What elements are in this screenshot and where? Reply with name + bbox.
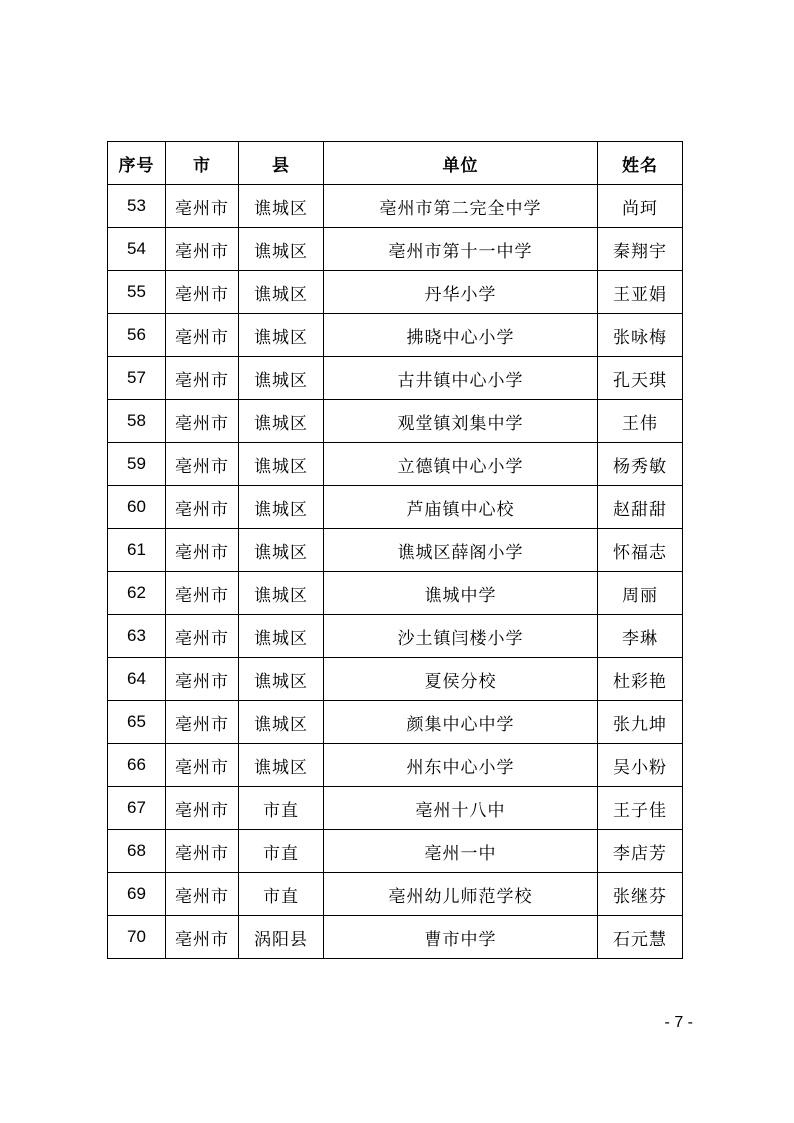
table-row [108,486,683,529]
cell-unit: 谯城区薛阁小学 [324,529,598,572]
cell-unit: 古井镇中心小学 [324,357,598,400]
cell-city: 亳州市 [166,486,239,529]
table-row [108,400,683,443]
cell-index: 53 [108,185,166,228]
cell-county: 谯城区 [239,228,324,271]
cell-county: 谯城区 [239,486,324,529]
cell-county: 市直 [239,830,324,873]
cell-county: 市直 [239,873,324,916]
cell-city: 亳州市 [166,314,239,357]
table-row [108,443,683,486]
cell-county: 谯城区 [239,185,324,228]
roster-table [107,141,683,959]
cell-name: 王伟 [598,400,683,443]
cell-unit: 亳州幼儿师范学校 [324,873,598,916]
header-name: 姓名 [598,142,683,185]
cell-index: 54 [108,228,166,271]
cell-city: 亳州市 [166,830,239,873]
header-unit: 单位 [324,142,598,185]
table-row [108,916,683,959]
cell-name: 尚珂 [598,185,683,228]
table-row [108,529,683,572]
cell-unit: 夏侯分校 [324,658,598,701]
cell-index: 57 [108,357,166,400]
cell-city: 亳州市 [166,529,239,572]
cell-name: 秦翔宇 [598,228,683,271]
cell-county: 谯城区 [239,271,324,314]
cell-unit: 拂晓中心小学 [324,314,598,357]
cell-name: 怀福志 [598,529,683,572]
cell-index: 70 [108,916,166,959]
cell-county: 市直 [239,787,324,830]
table-row [108,185,683,228]
cell-county: 谯城区 [239,314,324,357]
cell-index: 69 [108,873,166,916]
cell-county: 谯城区 [239,572,324,615]
cell-name: 王子佳 [598,787,683,830]
cell-city: 亳州市 [166,400,239,443]
table-row [108,572,683,615]
cell-name: 李琳 [598,615,683,658]
table-row [108,658,683,701]
cell-city: 亳州市 [166,701,239,744]
cell-index: 67 [108,787,166,830]
table-row [108,787,683,830]
cell-index: 64 [108,658,166,701]
table-row [108,314,683,357]
cell-name: 吴小粉 [598,744,683,787]
table-header-row [108,142,683,185]
cell-name: 孔天琪 [598,357,683,400]
cell-name: 张九坤 [598,701,683,744]
cell-index: 56 [108,314,166,357]
table-body [108,185,683,959]
cell-name: 杜彩艳 [598,658,683,701]
cell-unit: 亳州一中 [324,830,598,873]
cell-county: 谯城区 [239,658,324,701]
table-row [108,701,683,744]
cell-county: 谯城区 [239,529,324,572]
cell-unit: 亳州市第二完全中学 [324,185,598,228]
cell-county: 谯城区 [239,744,324,787]
cell-index: 62 [108,572,166,615]
cell-name: 周丽 [598,572,683,615]
cell-unit: 观堂镇刘集中学 [324,400,598,443]
cell-city: 亳州市 [166,658,239,701]
header-index: 序号 [108,142,166,185]
cell-index: 63 [108,615,166,658]
cell-name: 张咏梅 [598,314,683,357]
cell-index: 61 [108,529,166,572]
table-row [108,357,683,400]
cell-name: 赵甜甜 [598,486,683,529]
cell-city: 亳州市 [166,615,239,658]
cell-name: 王亚娟 [598,271,683,314]
cell-unit: 沙土镇闫楼小学 [324,615,598,658]
cell-city: 亳州市 [166,787,239,830]
cell-unit: 曹市中学 [324,916,598,959]
cell-index: 58 [108,400,166,443]
cell-county: 谯城区 [239,443,324,486]
cell-unit: 立德镇中心小学 [324,443,598,486]
cell-city: 亳州市 [166,271,239,314]
cell-county: 谯城区 [239,400,324,443]
cell-city: 亳州市 [166,873,239,916]
table-row [108,228,683,271]
cell-unit: 州东中心小学 [324,744,598,787]
table-row [108,615,683,658]
cell-unit: 颜集中心中学 [324,701,598,744]
cell-name: 李店芳 [598,830,683,873]
cell-unit: 亳州十八中 [324,787,598,830]
cell-index: 60 [108,486,166,529]
cell-city: 亳州市 [166,185,239,228]
cell-city: 亳州市 [166,572,239,615]
cell-city: 亳州市 [166,744,239,787]
page-number: - 7 - [664,1014,693,1031]
cell-index: 65 [108,701,166,744]
cell-unit: 亳州市第十一中学 [324,228,598,271]
cell-index: 66 [108,744,166,787]
cell-unit: 丹华小学 [324,271,598,314]
cell-index: 59 [108,443,166,486]
cell-name: 张继芬 [598,873,683,916]
header-city: 市 [166,142,239,185]
cell-county: 谯城区 [239,701,324,744]
cell-county: 涡阳县 [239,916,324,959]
table-row [108,873,683,916]
table-row [108,830,683,873]
cell-city: 亳州市 [166,357,239,400]
header-county: 县 [239,142,324,185]
cell-name: 石元慧 [598,916,683,959]
cell-county: 谯城区 [239,357,324,400]
cell-name: 杨秀敏 [598,443,683,486]
cell-city: 亳州市 [166,228,239,271]
table-row [108,744,683,787]
cell-city: 亳州市 [166,443,239,486]
cell-city: 亳州市 [166,916,239,959]
cell-unit: 谯城中学 [324,572,598,615]
cell-index: 68 [108,830,166,873]
cell-unit: 芦庙镇中心校 [324,486,598,529]
cell-county: 谯城区 [239,615,324,658]
cell-index: 55 [108,271,166,314]
table-row [108,271,683,314]
